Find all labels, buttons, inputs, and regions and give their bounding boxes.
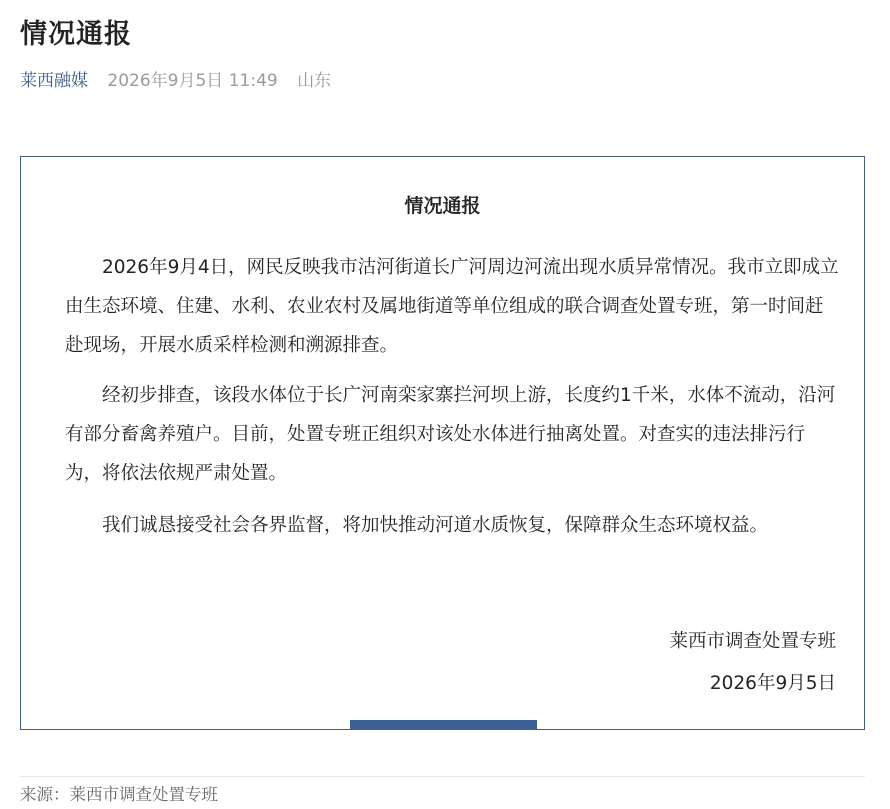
- notice-image: [20, 156, 865, 730]
- publish-location: 山东: [297, 71, 332, 91]
- publish-time: 2026年9月5日 11:49: [107, 71, 278, 91]
- divider: [20, 776, 865, 777]
- notice-paragraph-1: 2026年9月4日，网民反映我市沽河街道长广河周边河流出现水质异常情况。我市立即成立由生态环境、住建、水利、农业农村及属地街道等单位组成的联合调查处置专班，第一时间赶赴现场，开展水质采样检测和溯源排查。: [65, 257, 839, 356]
- notice-date: 2026年9月5日: [709, 673, 836, 694]
- source-line: 来源：莱西市调查处置专班: [20, 785, 218, 804]
- article-meta: [20, 66, 331, 91]
- notice-paragraph-3: 我们诚恳接受社会各界监督，将加快推动河道水质恢复，保障群众生态环境权益。: [102, 515, 769, 536]
- article-title: 情况通报: [20, 19, 132, 50]
- notice-paragraph-2: 经初步排查，该段水体位于长广河南栾家寨拦河坝上游，长度约1千米，水体不流动，沿河有部分畜禽养殖户。目前，处置专班正组织对该处水体进行抽离处置。对查实的违法排污行为，将依法依规严肃处置。: [65, 385, 836, 484]
- notice-title: 情况通报: [404, 195, 481, 217]
- accent-bar: [350, 720, 537, 729]
- notice-signature: 莱西市调查处置专班: [669, 631, 836, 652]
- author-link[interactable]: 莱西融媒: [20, 71, 88, 91]
